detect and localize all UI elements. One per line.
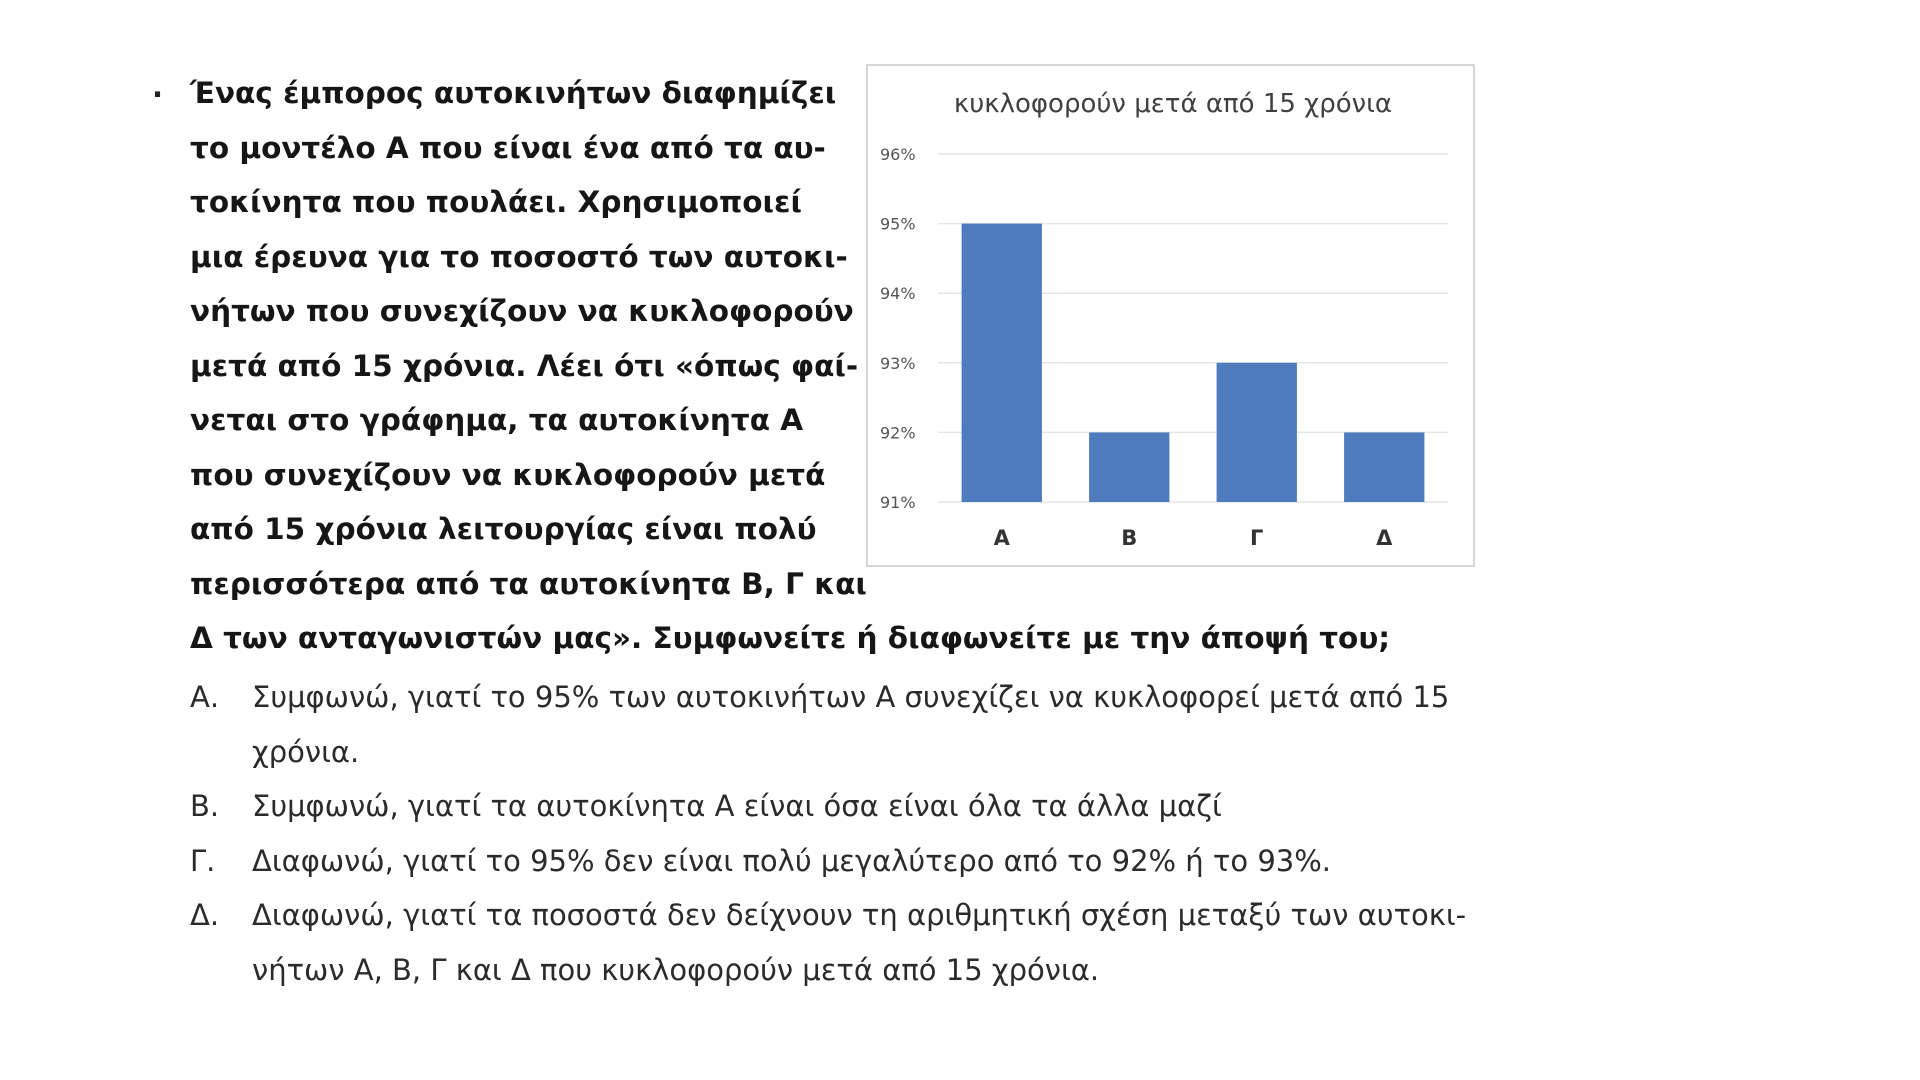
y-tick-label: 91% [880, 493, 916, 512]
stem-line: μετά από 15 χρόνια. Λέει ότι «όπως φαί- [190, 348, 859, 383]
question-number: . [152, 70, 164, 104]
option-letter: Β. [190, 789, 220, 823]
option-letter: Δ. [190, 898, 220, 932]
category-label: Α [993, 526, 1010, 550]
y-tick-label: 96% [880, 145, 916, 164]
bar-3 [1217, 363, 1297, 502]
option-line: χρόνια. [252, 734, 360, 769]
option-line: Διαφωνώ, γιατί τα ποσοστά δεν δείχνουν τη αριθμητική σχέση μεταξύ των αυτοκι- [252, 898, 1467, 932]
chart-categories [994, 526, 1394, 550]
option-letter: Α. [190, 680, 220, 714]
option-text [252, 834, 1490, 889]
option-line: νήτων Α, Β, Γ και Δ που κυκλοφορούν μετά από 15 χρόνια. [252, 952, 1100, 987]
bar-4 [1344, 432, 1424, 502]
stem-line: το μοντέλο Α που είναι ένα από τα αυ- [190, 130, 826, 165]
stem-line: Ένας έμπορος αυτοκινήτων διαφημίζει [190, 76, 837, 110]
stem-line: νεται στο γράφημα, τα αυτοκίνητα Α [190, 403, 804, 437]
chart-title: κυκλοφορούν μετά από 15 χρόνια [953, 89, 1393, 119]
stem-line: που συνεχίζουν να κυκλοφορούν μετά [190, 457, 826, 492]
option-line: Διαφωνώ, γιατί το 95% δεν είναι πολύ μεγαλύτερο από το 92% ή το 93%. [252, 843, 1331, 878]
option-line: Συμφωνώ, γιατί το 95% των αυτοκινήτων Α συνεχίζει να κυκλοφορεί μετά από 15 [252, 680, 1450, 714]
y-tick-label: 92% [880, 423, 916, 443]
bar-1 [962, 224, 1042, 502]
question-stem-tail: Δ των ανταγωνιστών μας». Συμφωνείτε ή διαφωνείτε με την άποψή του; [190, 621, 1391, 655]
stem-line: από 15 χρόνια λειτουργίας είναι πολύ [190, 512, 817, 546]
option-text [252, 779, 1490, 834]
answer-option-a[interactable] [190, 670, 1490, 779]
stem-line: περισσότερα από τα αυτοκίνητα Β, Γ και [190, 566, 867, 601]
y-tick-label: 93% [880, 353, 916, 373]
chart-y-ticks [880, 145, 916, 512]
option-text [252, 888, 1490, 997]
stem-line: μια έρευνα για το ποσοστό των αυτοκι- [190, 239, 848, 274]
answer-option-d[interactable] [190, 888, 1490, 997]
category-label: Δ [1376, 526, 1393, 550]
option-letter: Γ. [190, 843, 216, 878]
y-tick-label: 95% [880, 214, 916, 234]
bar-chart [866, 64, 1475, 567]
bar-chart-svg [868, 66, 1473, 565]
category-label: Β [1121, 526, 1138, 550]
bar-2 [1089, 432, 1169, 502]
answer-options [190, 670, 1490, 997]
category-label: Γ [1250, 526, 1264, 550]
stem-line: τοκίνητα που πουλάει. Χρησιμοποιεί [190, 185, 802, 219]
question-stem [190, 66, 867, 611]
y-tick-label: 94% [880, 284, 916, 304]
option-text [252, 670, 1490, 779]
answer-option-c[interactable] [190, 834, 1490, 889]
answer-option-b[interactable] [190, 779, 1490, 834]
option-line: Συμφωνώ, γιατί τα αυτοκίνητα Α είναι όσα είναι όλα τα άλλα μαζί [252, 789, 1222, 823]
stem-line: νήτων που συνεχίζουν να κυκλοφορούν [190, 294, 854, 328]
